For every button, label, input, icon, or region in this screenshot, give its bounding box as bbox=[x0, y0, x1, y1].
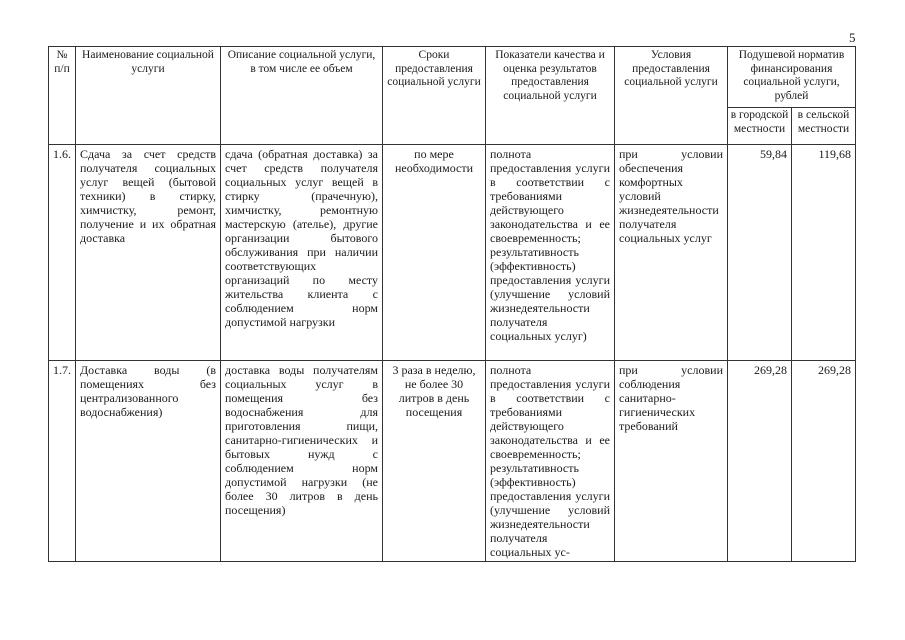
row-norm-city: 59,84 bbox=[728, 145, 792, 361]
header-terms: Сроки предоставления социальной услуги bbox=[383, 47, 486, 145]
header-conditions: Условия предоставления социальной услуги bbox=[615, 47, 728, 145]
page-number: 5 bbox=[849, 30, 856, 45]
header-indicators: Показатели качества и оценка результатов предоставления социальной услуги bbox=[486, 47, 615, 145]
row-terms: 3 раза в неделю, не более 30 литров в день посещения bbox=[383, 361, 486, 562]
header-row bbox=[49, 47, 856, 108]
row-description: доставка воды получателям социальных услуг в помещения без водоснабжения для приготовления пищи, санитарно-гигиенических и бытовых нужд с соблюдением норм допустимой нагрузки (не более 30 литров в день посещения) bbox=[221, 361, 383, 562]
header-num: № п/п bbox=[49, 47, 76, 145]
services-table bbox=[48, 46, 856, 562]
row-conditions: при условии соблюдения санитарно-гигиенических требований bbox=[615, 361, 728, 562]
header-norm-rural: в сельской местности bbox=[792, 108, 856, 145]
row-indicators: полнота предоставления услуги в соответствии с требованиями действующего законодательства и ее своевременность; результативность (эффективность) предоставления услуги (улучшение условий жизнедеятельности получателя социальных услуг) bbox=[486, 145, 615, 361]
row-num: 1.7. bbox=[49, 361, 76, 562]
header-name: Наименование социальной услуги bbox=[76, 47, 221, 145]
row-terms: по мере необходимости bbox=[383, 145, 486, 361]
row-norm-rural: 119,68 bbox=[792, 145, 856, 361]
row-description: сдача (обратная доставка) за счет средств получателя социальных услуг вещей в стирку (прачечную), химчистку, ремонтную мастерскую (ателье), другие организации бытового обслуживания при наличии соответствующих организаций по месту жительства клиента с соблюдением норм допустимой нагрузки bbox=[221, 145, 383, 361]
header-norm-city: в городской местности bbox=[728, 108, 792, 145]
row-indicators: полнота предоставления услуги в соответствии с требованиями действующего законодательства и ее своевременность; результативность (эффективность) предоставления услуги (улучшение условий жизнедеятельности получателя социальных ус- bbox=[486, 361, 615, 562]
row-norm-rural: 269,28 bbox=[792, 361, 856, 562]
header-description: Описание социальной услуги, в том числе ее объем bbox=[221, 47, 383, 145]
row-name: Сдача за счет средств получателя социальных услуг вещей (бытовой техники) в стирку, химчистку, ремонт, получение и их обратная доставка bbox=[76, 145, 221, 361]
table-row bbox=[49, 361, 856, 562]
row-conditions: при условии обеспечения комфортных условий жизнедеятельности получателя социальных услуг bbox=[615, 145, 728, 361]
header-norm: Подушевой норматив финансирования социальной услуги, рублей bbox=[728, 47, 856, 108]
row-num: 1.6. bbox=[49, 145, 76, 361]
row-name: Доставка воды (в помещениях без централизованного водоснабжения) bbox=[76, 361, 221, 562]
table-row bbox=[49, 145, 856, 361]
row-norm-city: 269,28 bbox=[728, 361, 792, 562]
